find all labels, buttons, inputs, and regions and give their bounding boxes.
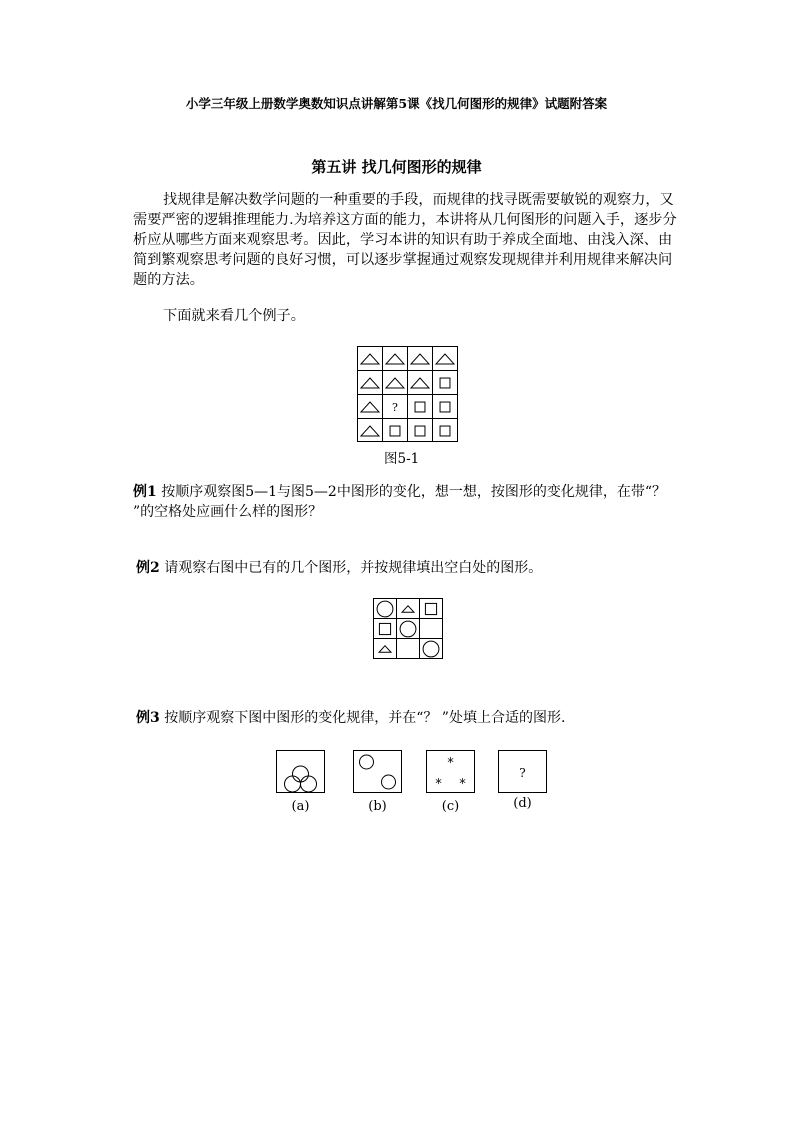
intro-paragraph: 找规律是解决数学问题的一种重要的手段，而规律的找寻既需要敏锐的观察力，又需要严密的逻辑推理能力.为培养这方面的能力，本讲将从几何图形的问题入手，逐步分析应从哪些方面来观察思考。因此，学习本讲的知识有助于养成全面地、由浅入深、由简到繁观察思考问题的良好习惯，可以逐步掌握通过观察发现规律并利用规律来解决问题的方法。: [133, 192, 677, 288]
figure-3-panel-c: [427, 751, 475, 793]
example-1: [133, 482, 678, 522]
square-shape: [379, 623, 390, 634]
triangle-shape: [386, 378, 404, 388]
figure-3-label: (a): [291, 799, 310, 814]
figure-3-label: (d): [513, 796, 532, 811]
triangle-shape: [436, 354, 454, 364]
document-title: 小学三年级上册数学奥数知识点讲解第5课《找几何图形的规律》试题附答案: [185, 96, 608, 111]
circle-shape: [377, 601, 393, 617]
figure-3-label: (c): [441, 799, 460, 814]
question-mark: ?: [519, 766, 526, 780]
star-mark: *: [446, 756, 455, 771]
figure-3-label: (b): [368, 799, 387, 814]
square-shape: [390, 426, 400, 436]
example-1-label: 例1: [133, 484, 157, 500]
example-3: [136, 708, 565, 728]
figure-3-panel-b: [354, 751, 402, 793]
triangle-shape: [361, 426, 379, 436]
example-2-text: 请观察右图中已有的几个图形，并按规律填出空白处的图形。: [164, 560, 543, 576]
triangle-shape: [411, 354, 429, 364]
triangle-shape: [361, 378, 379, 388]
triangle-shape: [361, 402, 379, 412]
lead-sentence: 下面就来看几个例子。: [163, 308, 305, 324]
example-3-text: 按顺序观察下图中图形的变化规律，并在“？ ”处填上合适的图形.: [164, 710, 566, 726]
example-1-text: 按顺序观察图5—1与图5—2中图形的变化，想一想，按图形的变化规律，在带“？ ”的空格处应画什么样的图形？: [133, 484, 666, 520]
question-mark: ?: [392, 401, 398, 414]
square-shape: [415, 426, 425, 436]
circle-shape: [285, 776, 301, 792]
figure-5-1-caption: 图5-1: [384, 451, 420, 467]
square-shape: [440, 426, 450, 436]
circle-shape: [360, 755, 374, 769]
square-shape: [440, 378, 450, 388]
star-mark: *: [434, 777, 443, 792]
example-2: [136, 558, 542, 578]
circle-shape: [423, 641, 439, 657]
example-3-label: 例3: [136, 710, 160, 726]
circle-shape: [382, 775, 396, 789]
example-2-label: 例2: [136, 560, 160, 576]
triangle-shape: [386, 354, 404, 364]
triangle-shape: [361, 354, 379, 364]
star-mark: *: [458, 777, 467, 792]
figure-3-panel-a: [277, 751, 325, 793]
figure-3-panel-d: [499, 751, 547, 793]
circle-shape: [301, 776, 317, 792]
circle-shape: [400, 621, 416, 637]
triangle-shape: [402, 606, 414, 613]
square-shape: [425, 603, 436, 614]
circle-shape: [293, 766, 309, 782]
triangle-shape: [379, 646, 391, 653]
lesson-title: 第五讲 找几何图形的规律: [311, 158, 482, 176]
square-shape: [440, 402, 450, 412]
figure-5-1: [357, 346, 459, 442]
figure-example-2: [373, 598, 444, 660]
triangle-shape: [411, 378, 429, 388]
square-shape: [415, 402, 425, 412]
